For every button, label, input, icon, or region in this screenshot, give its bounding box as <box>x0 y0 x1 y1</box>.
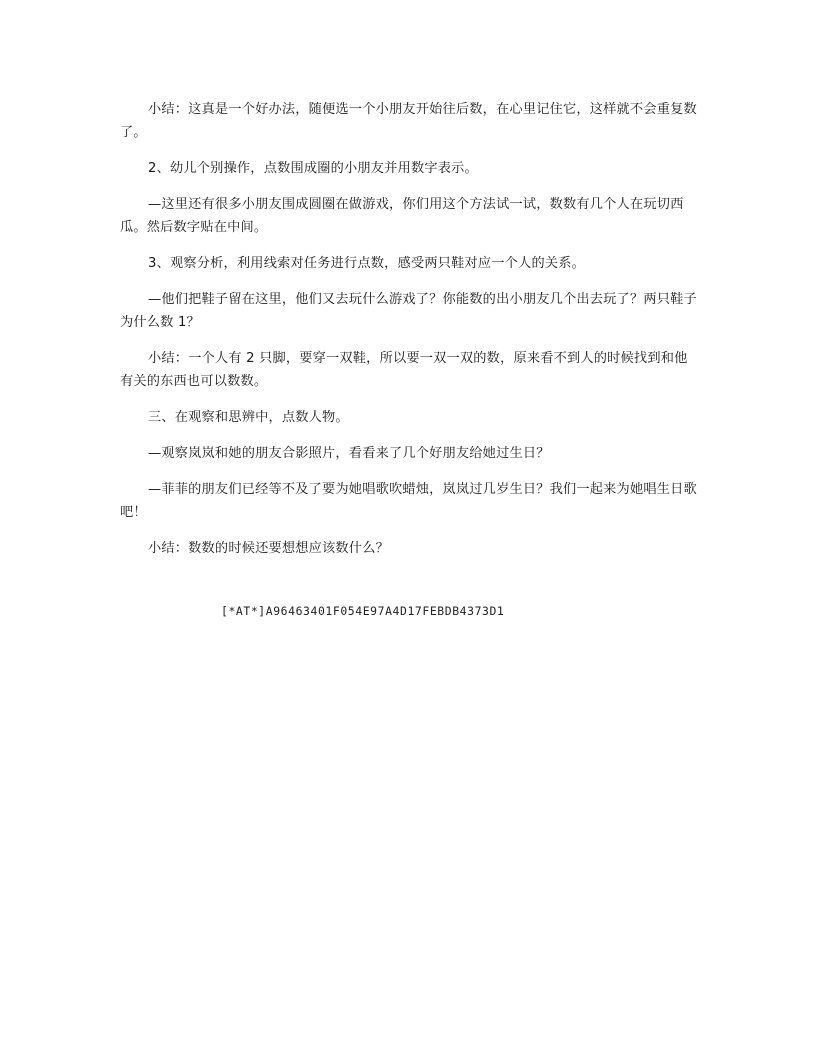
document-body <box>120 98 700 560</box>
question-paragraph-2: —观察岚岚和她的朋友合影照片，看看来了几个好朋友给她过生日？ <box>148 446 550 461</box>
question-paragraph-1: —他们把鞋子留在这里，他们又去玩什么游戏了？你能数的出小朋友几个出去玩了？两只鞋子为什么数 1？ <box>120 292 697 330</box>
step-3-heading: 3、观察分析，利用线索对任务进行点数，感受两只鞋对应一个人的关系。 <box>148 256 585 271</box>
document-code-line: [*AT*]A96463401F054E97A4D17FEBDB4373D1 <box>221 604 505 618</box>
summary-paragraph-3: 小结：数数的时候还要想想应该数什么？ <box>148 541 389 556</box>
summary-paragraph-1: 小结：这真是一个好办法，随便选一个小朋友开始往后数，在心里记住它，这样就不会重复数了。 <box>120 102 697 140</box>
summary-paragraph-2: 小结：一个人有 2 只脚，要穿一双鞋，所以要一双一双的数，原来看不到人的时候找到和他有关的东西也可以数数。 <box>120 351 688 389</box>
instruction-paragraph-1: —这里还有很多小朋友围成圆圈在做游戏，你们用这个方法试一试，数数有几个人在玩切西瓜。然后数字贴在中间。 <box>120 197 684 235</box>
question-paragraph-3: —菲菲的朋友们已经等不及了要为她唱歌吹蜡烛，岚岚过几岁生日？我们一起来为她唱生日歌吧！ <box>120 482 697 520</box>
section-3-heading: 三、在观察和思辨中，点数人物。 <box>148 410 349 425</box>
step-2-heading: 2、幼儿个别操作，点数围成圈的小朋友并用数字表示。 <box>148 161 478 176</box>
